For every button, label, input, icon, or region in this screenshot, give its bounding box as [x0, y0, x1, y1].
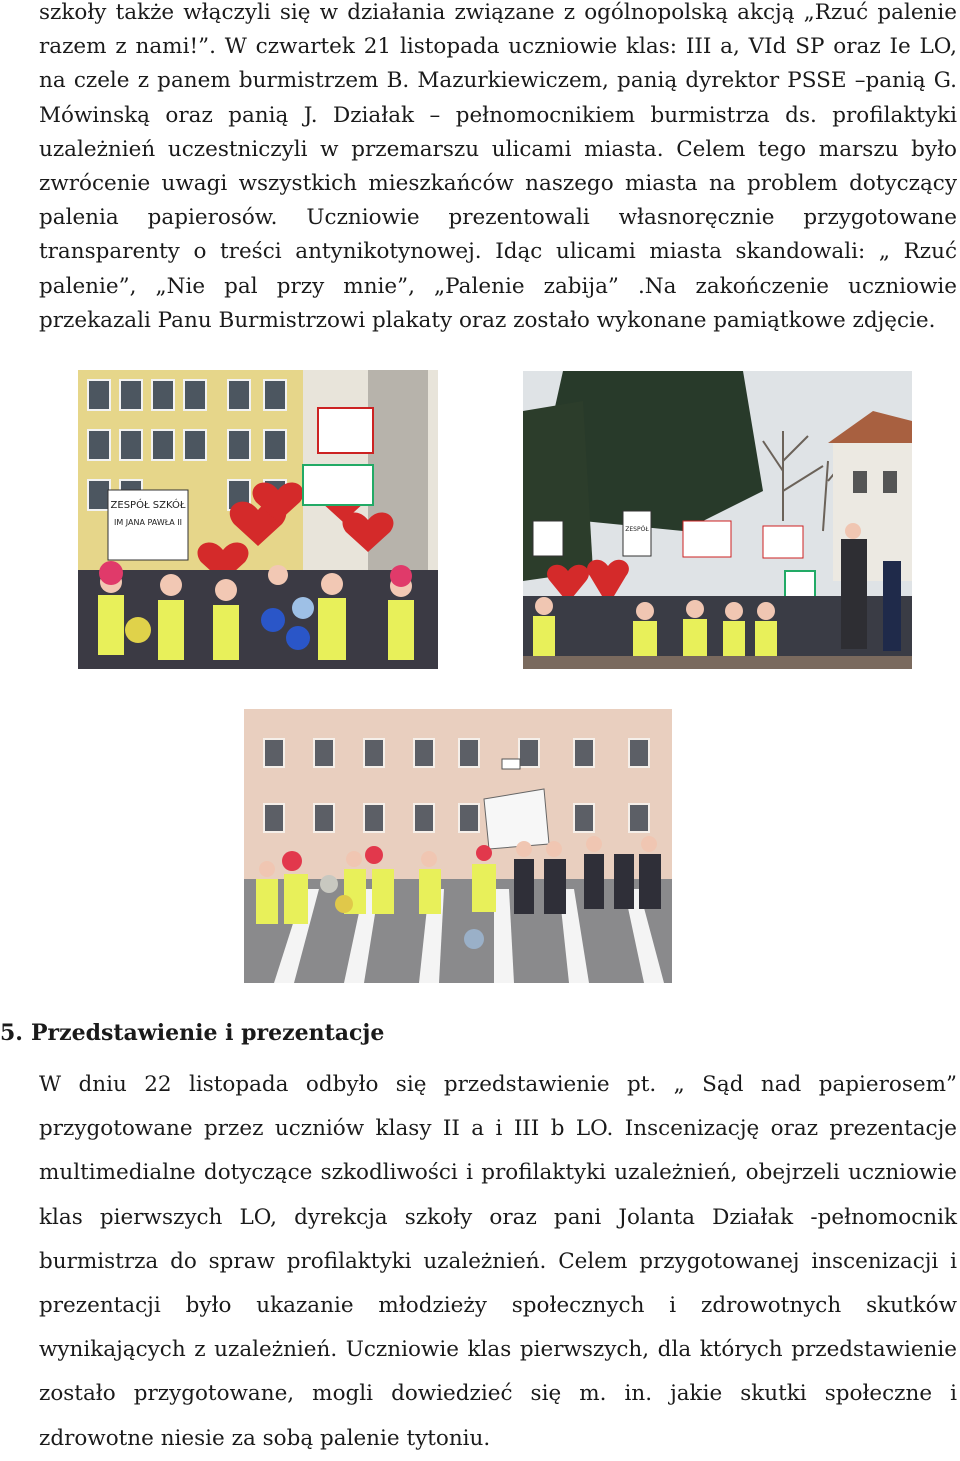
photo-march-street-trees [523, 371, 912, 669]
photo-march-school-front [78, 370, 438, 669]
svg-text:IM JANA PAWŁA II: IM JANA PAWŁA II [114, 518, 182, 527]
section5-title: Przedstawienie i prezentacje [31, 1020, 385, 1046]
photo-march-crosswalk [244, 709, 672, 983]
section5-paragraph: W dniu 22 listopada odbyło się przedstawienie pt. „ Sąd nad papierosem” przygotowane przez uczniów klasy II a i III b LO. Inscenizację oraz prezentacje multimedialne dotyczące szkodliwości i profilaktyki uzależnień, obejrzeli uczniowie klas pierwszych LO, dyrekcja szkoły oraz pani Jolanta Działak -pełnomocnik burmistrza do spraw profilaktyki uzależnień. Celem przygotowanej inscenizacji i prezentacji było ukazanie młodzieży społecznych i zdrowotnych skutków wynikających z uzależnień. Uczniowie klas pierwszych, dla których przedstawienie zostało przygotowane, mogli dowiedzieć się m. in. jakie skutki społeczne i zdrowotne niesie za sobą palenie tytoniu. [39, 1072, 957, 1451]
svg-text:ZESPÓŁ: ZESPÓŁ [625, 526, 649, 533]
school-sign-text: ZESPÓŁ SZKÓŁ [110, 500, 186, 511]
section4-paragraph: szkoły także włączyli się w działania związane z ogólnopolską akcją „Rzuć palenie razem z nami!”. W czwartek 21 listopada uczniowie klas: III a, VId SP oraz Ie LO, na czele z panem burmistrzem B. Mazurkiewiczem, panią dyrektor PSSE –panią G. Mówinską oraz panią J. Działak – pełnomocnikiem burmistrza ds. profilaktyki uzależnień uczestniczyli w przemarszu ulicami miasta. Celem tego marszu było zwrócenie uwagi wszystkich mieszkańców naszego miasta na problem dotyczący palenia papierosów. Uczniowie prezentowali własnoręcznie przygotowane transparenty o treści antynikotynowej. Idąc ulicami miasta skandowali: „ Rzuć palenie”, „Nie pal przy mnie”, „Palenie zabija” .Na zakończenie uczniowie przekazali Panu Burmistrzowi plakaty oraz zostało wykonane pamiątkowe zdjęcie. [39, 0, 957, 333]
section5-number: 5. [0, 1020, 23, 1046]
section5-heading [0, 1020, 384, 1046]
